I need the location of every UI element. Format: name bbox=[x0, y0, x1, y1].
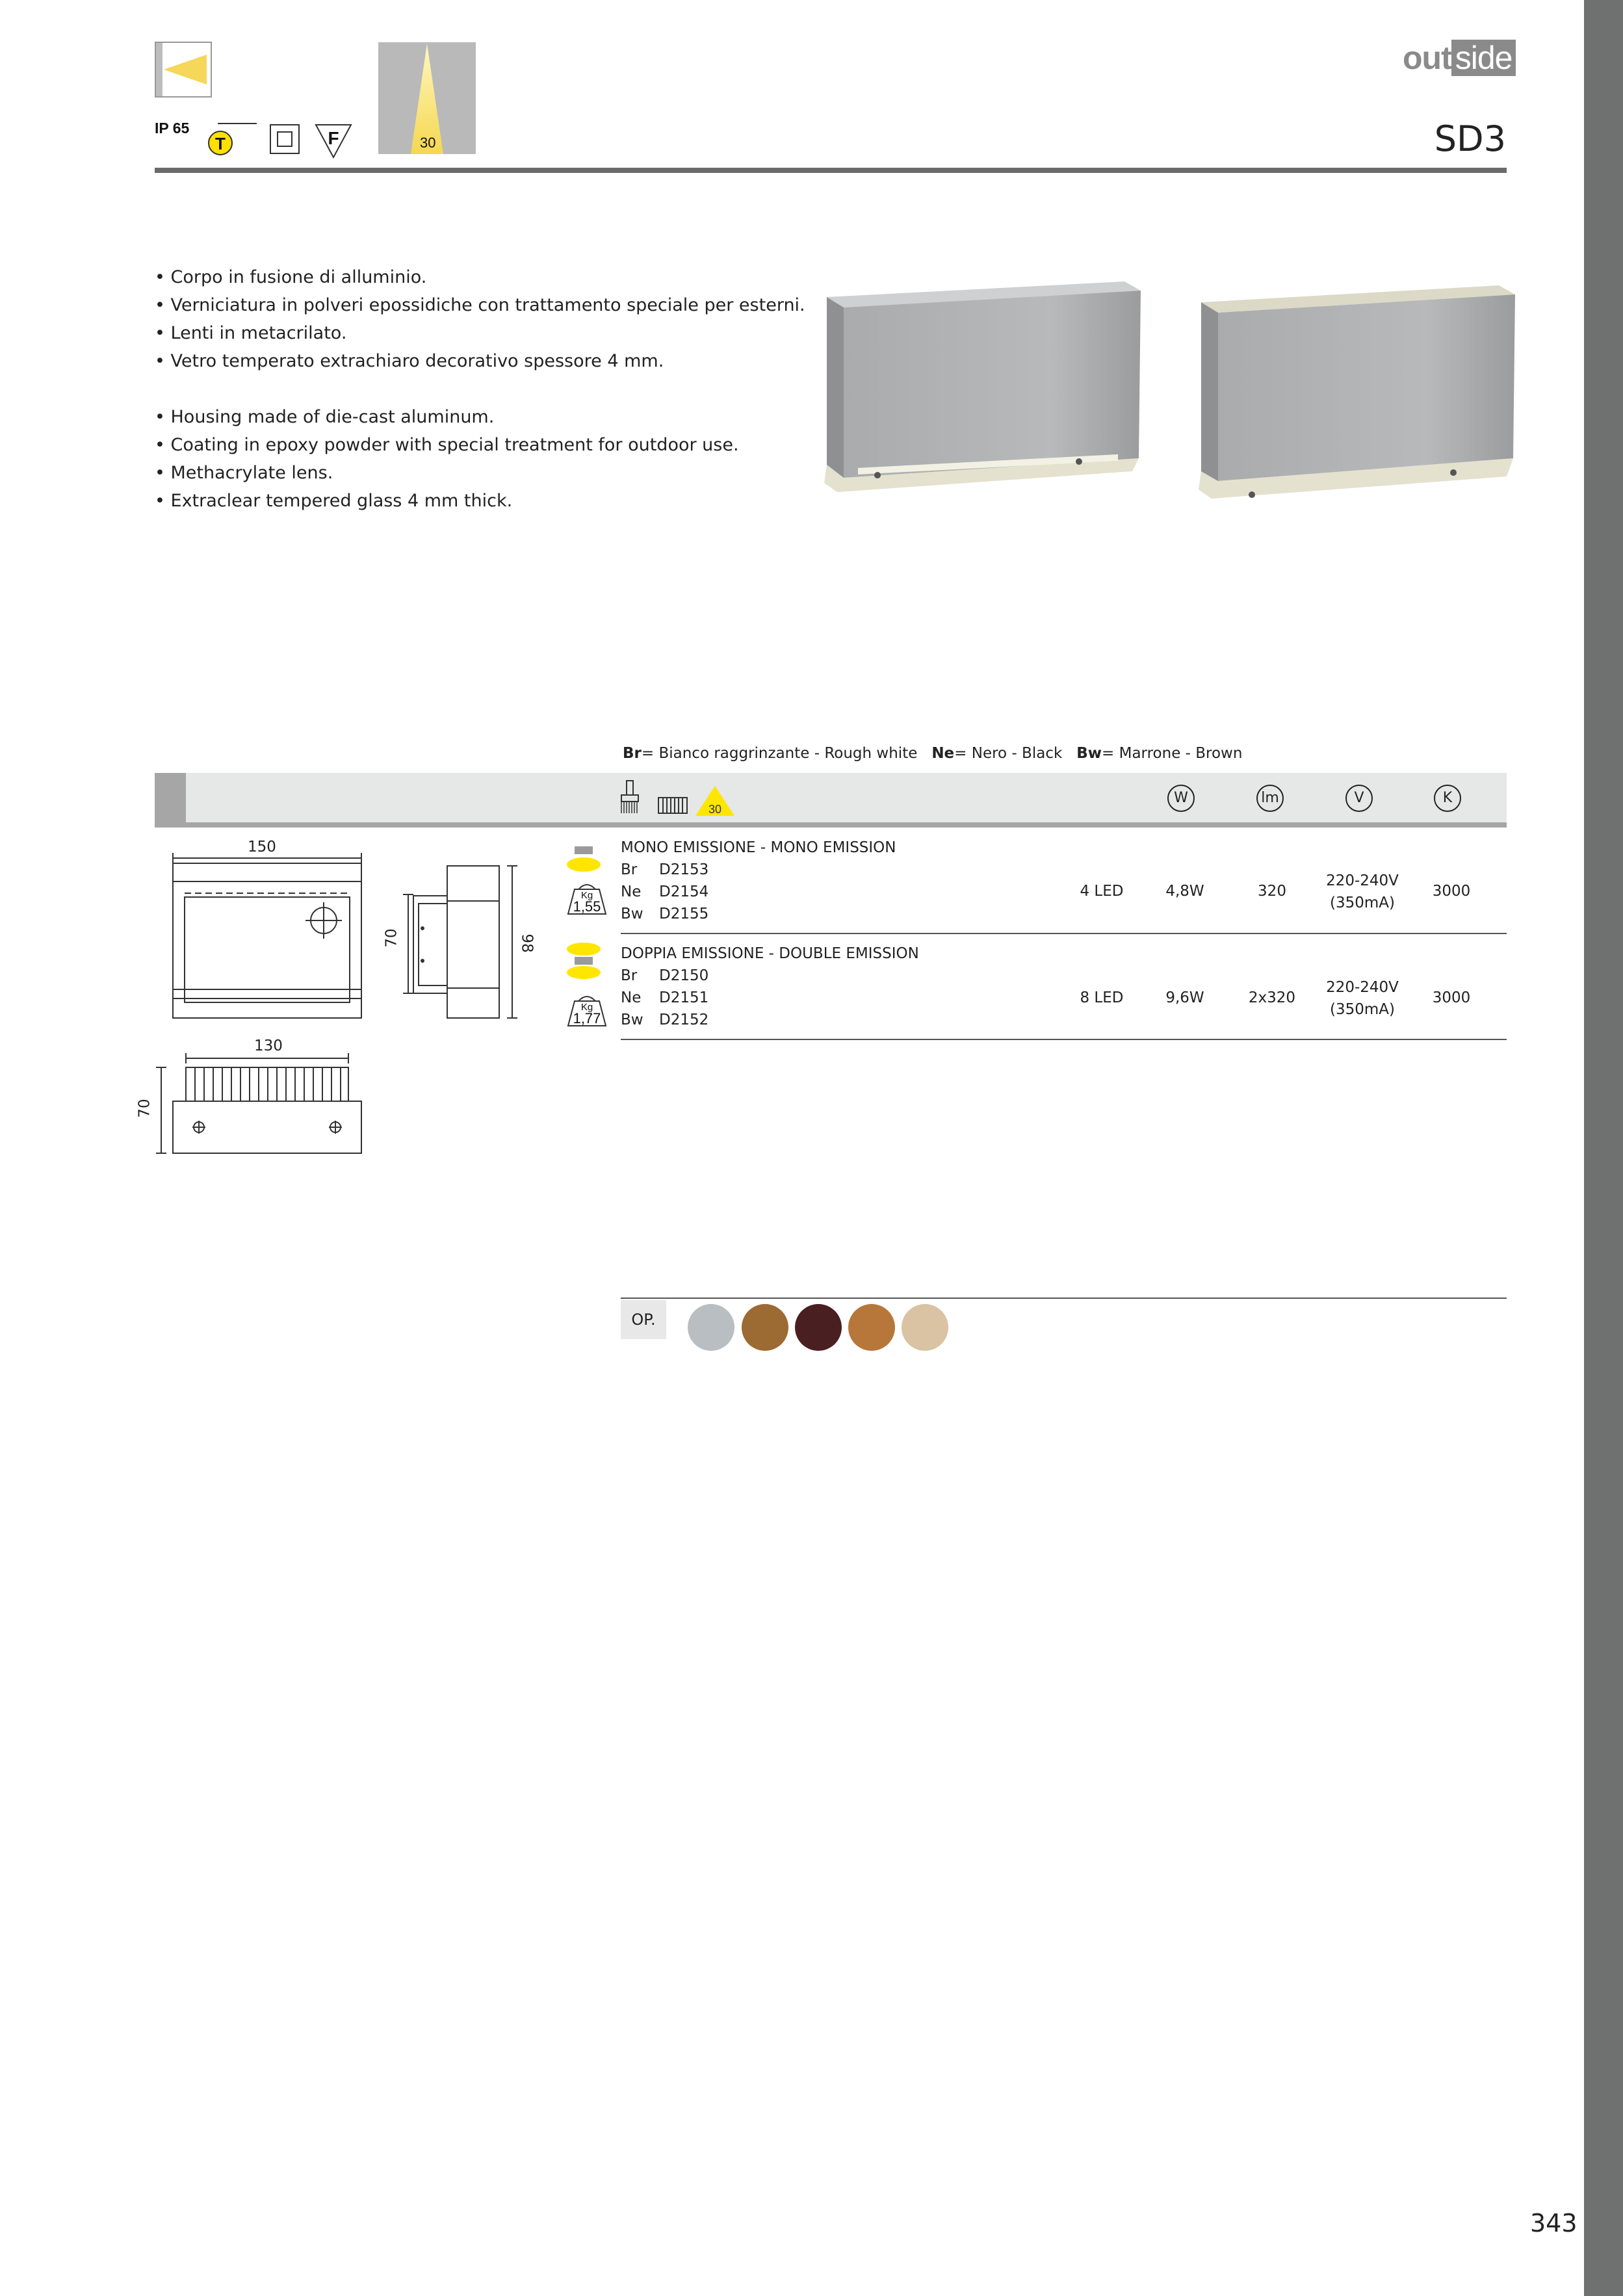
lumen-icon: lm bbox=[1256, 785, 1284, 812]
swatch-birch[interactable] bbox=[902, 1304, 948, 1351]
code-d2151: D2151 bbox=[659, 989, 709, 1006]
svg-text:F: F bbox=[328, 128, 339, 148]
beam-angle-icon bbox=[694, 785, 736, 817]
ip-rating: IP 65 bbox=[155, 120, 190, 137]
voltage: 220-240V bbox=[1326, 872, 1399, 889]
product-photo-double bbox=[1193, 263, 1518, 510]
wall-light-icon bbox=[155, 42, 212, 98]
led-count: 8 LED bbox=[1080, 989, 1124, 1006]
power: 9,6W bbox=[1165, 989, 1204, 1006]
finish-br: Br bbox=[621, 861, 638, 878]
dim-top-height: 70 bbox=[136, 1099, 153, 1118]
row-title-double: DOPPIA EMISSIONE - DOUBLE EMISSION bbox=[621, 945, 919, 962]
paint-brush-icon bbox=[617, 779, 643, 816]
header-divider bbox=[155, 168, 1507, 173]
swatch-walnut[interactable] bbox=[742, 1304, 788, 1351]
desc-en-4: • Extraclear tempered glass 4 mm thick. bbox=[155, 491, 513, 511]
current: (350mA) bbox=[1330, 894, 1395, 911]
technical-drawings bbox=[155, 839, 532, 1164]
product-description bbox=[155, 263, 805, 515]
options-divider bbox=[621, 1298, 1507, 1299]
watt-icon: W bbox=[1167, 785, 1195, 812]
svg-text:1,55: 1,55 bbox=[573, 898, 601, 915]
desc-it-2: • Verniciatura in polveri epossidiche con trattamento speciale per esterni. bbox=[155, 295, 805, 315]
f-mark-icon bbox=[315, 124, 354, 160]
code-d2152: D2152 bbox=[659, 1011, 709, 1028]
desc-it-3: • Lenti in metacrilato. bbox=[155, 323, 347, 343]
row-title-mono: MONO EMISSIONE - MONO EMISSION bbox=[621, 839, 896, 856]
finish-ne: Ne bbox=[621, 989, 642, 1006]
desc-en-1: • Housing made of die-cast aluminum. bbox=[155, 407, 495, 427]
row-divider bbox=[621, 933, 1507, 934]
swatch-oak[interactable] bbox=[848, 1304, 895, 1351]
spec-table-header bbox=[155, 773, 1507, 828]
finish-bw: Bw bbox=[621, 906, 643, 922]
svg-text:Kg: Kg bbox=[580, 890, 593, 901]
finish-bw: Bw bbox=[621, 1011, 643, 1028]
double-emission-icon bbox=[565, 941, 602, 984]
model-name: SD3 bbox=[1434, 118, 1506, 159]
options-label: OP. bbox=[621, 1300, 666, 1339]
code-d2155: D2155 bbox=[659, 906, 709, 922]
swatch-mahogany[interactable] bbox=[795, 1304, 842, 1351]
svg-text:Kg: Kg bbox=[580, 1002, 593, 1013]
code-d2150: D2150 bbox=[659, 967, 709, 984]
weight-icon bbox=[565, 880, 608, 917]
code-d2153: D2153 bbox=[659, 861, 709, 878]
led-count: 4 LED bbox=[1080, 883, 1124, 900]
dim-side-height: 70 bbox=[383, 928, 400, 948]
kelvin: 3000 bbox=[1432, 883, 1471, 900]
finish-ne: Ne bbox=[621, 883, 642, 900]
svg-text:1,77: 1,77 bbox=[573, 1010, 601, 1026]
desc-en-2: • Coating in epoxy powder with special treatment for outdoor use. bbox=[155, 435, 739, 455]
dim-front-width: 150 bbox=[248, 839, 276, 855]
finish-br: Br bbox=[621, 967, 638, 984]
lumen: 2x320 bbox=[1248, 989, 1296, 1006]
row-divider bbox=[621, 1039, 1507, 1040]
power: 4,8W bbox=[1165, 883, 1204, 900]
swatch-grey-stone[interactable] bbox=[688, 1304, 734, 1351]
insulation-class-icon bbox=[269, 124, 302, 156]
heatsink-icon bbox=[658, 797, 688, 814]
voltage-icon: V bbox=[1345, 785, 1373, 812]
desc-en-3: • Methacrylate lens. bbox=[155, 463, 333, 483]
beam-angle-value: 30 bbox=[420, 135, 436, 151]
finish-legend: Br= Bianco raggrinzante - Rough white Ne= Nero - Black Bw= Marrone - Brown bbox=[623, 745, 1243, 762]
current: (350mA) bbox=[1330, 1001, 1395, 1018]
temperature-icon bbox=[205, 121, 263, 160]
kelvin-icon: K bbox=[1434, 785, 1461, 812]
page-number: 343 bbox=[1530, 2209, 1578, 2237]
mono-emission-icon bbox=[565, 845, 602, 875]
svg-text:30: 30 bbox=[708, 803, 722, 816]
code-d2154: D2154 bbox=[659, 883, 709, 900]
voltage: 220-240V bbox=[1326, 979, 1399, 996]
kelvin: 3000 bbox=[1432, 989, 1471, 1006]
desc-it-1: • Corpo in fusione di alluminio. bbox=[155, 267, 427, 287]
dim-top-width: 130 bbox=[254, 1037, 283, 1054]
product-photo-mono bbox=[819, 263, 1144, 510]
page-sidebar bbox=[1584, 0, 1623, 2296]
desc-it-4: • Vetro temperato extrachiaro decorativo spessore 4 mm. bbox=[155, 351, 664, 371]
lumen: 320 bbox=[1258, 883, 1286, 900]
weight-icon bbox=[565, 992, 608, 1028]
dim-side-total: 98 bbox=[518, 933, 536, 953]
svg-text:T: T bbox=[215, 134, 226, 153]
brand-logo: out side bbox=[1403, 39, 1516, 77]
